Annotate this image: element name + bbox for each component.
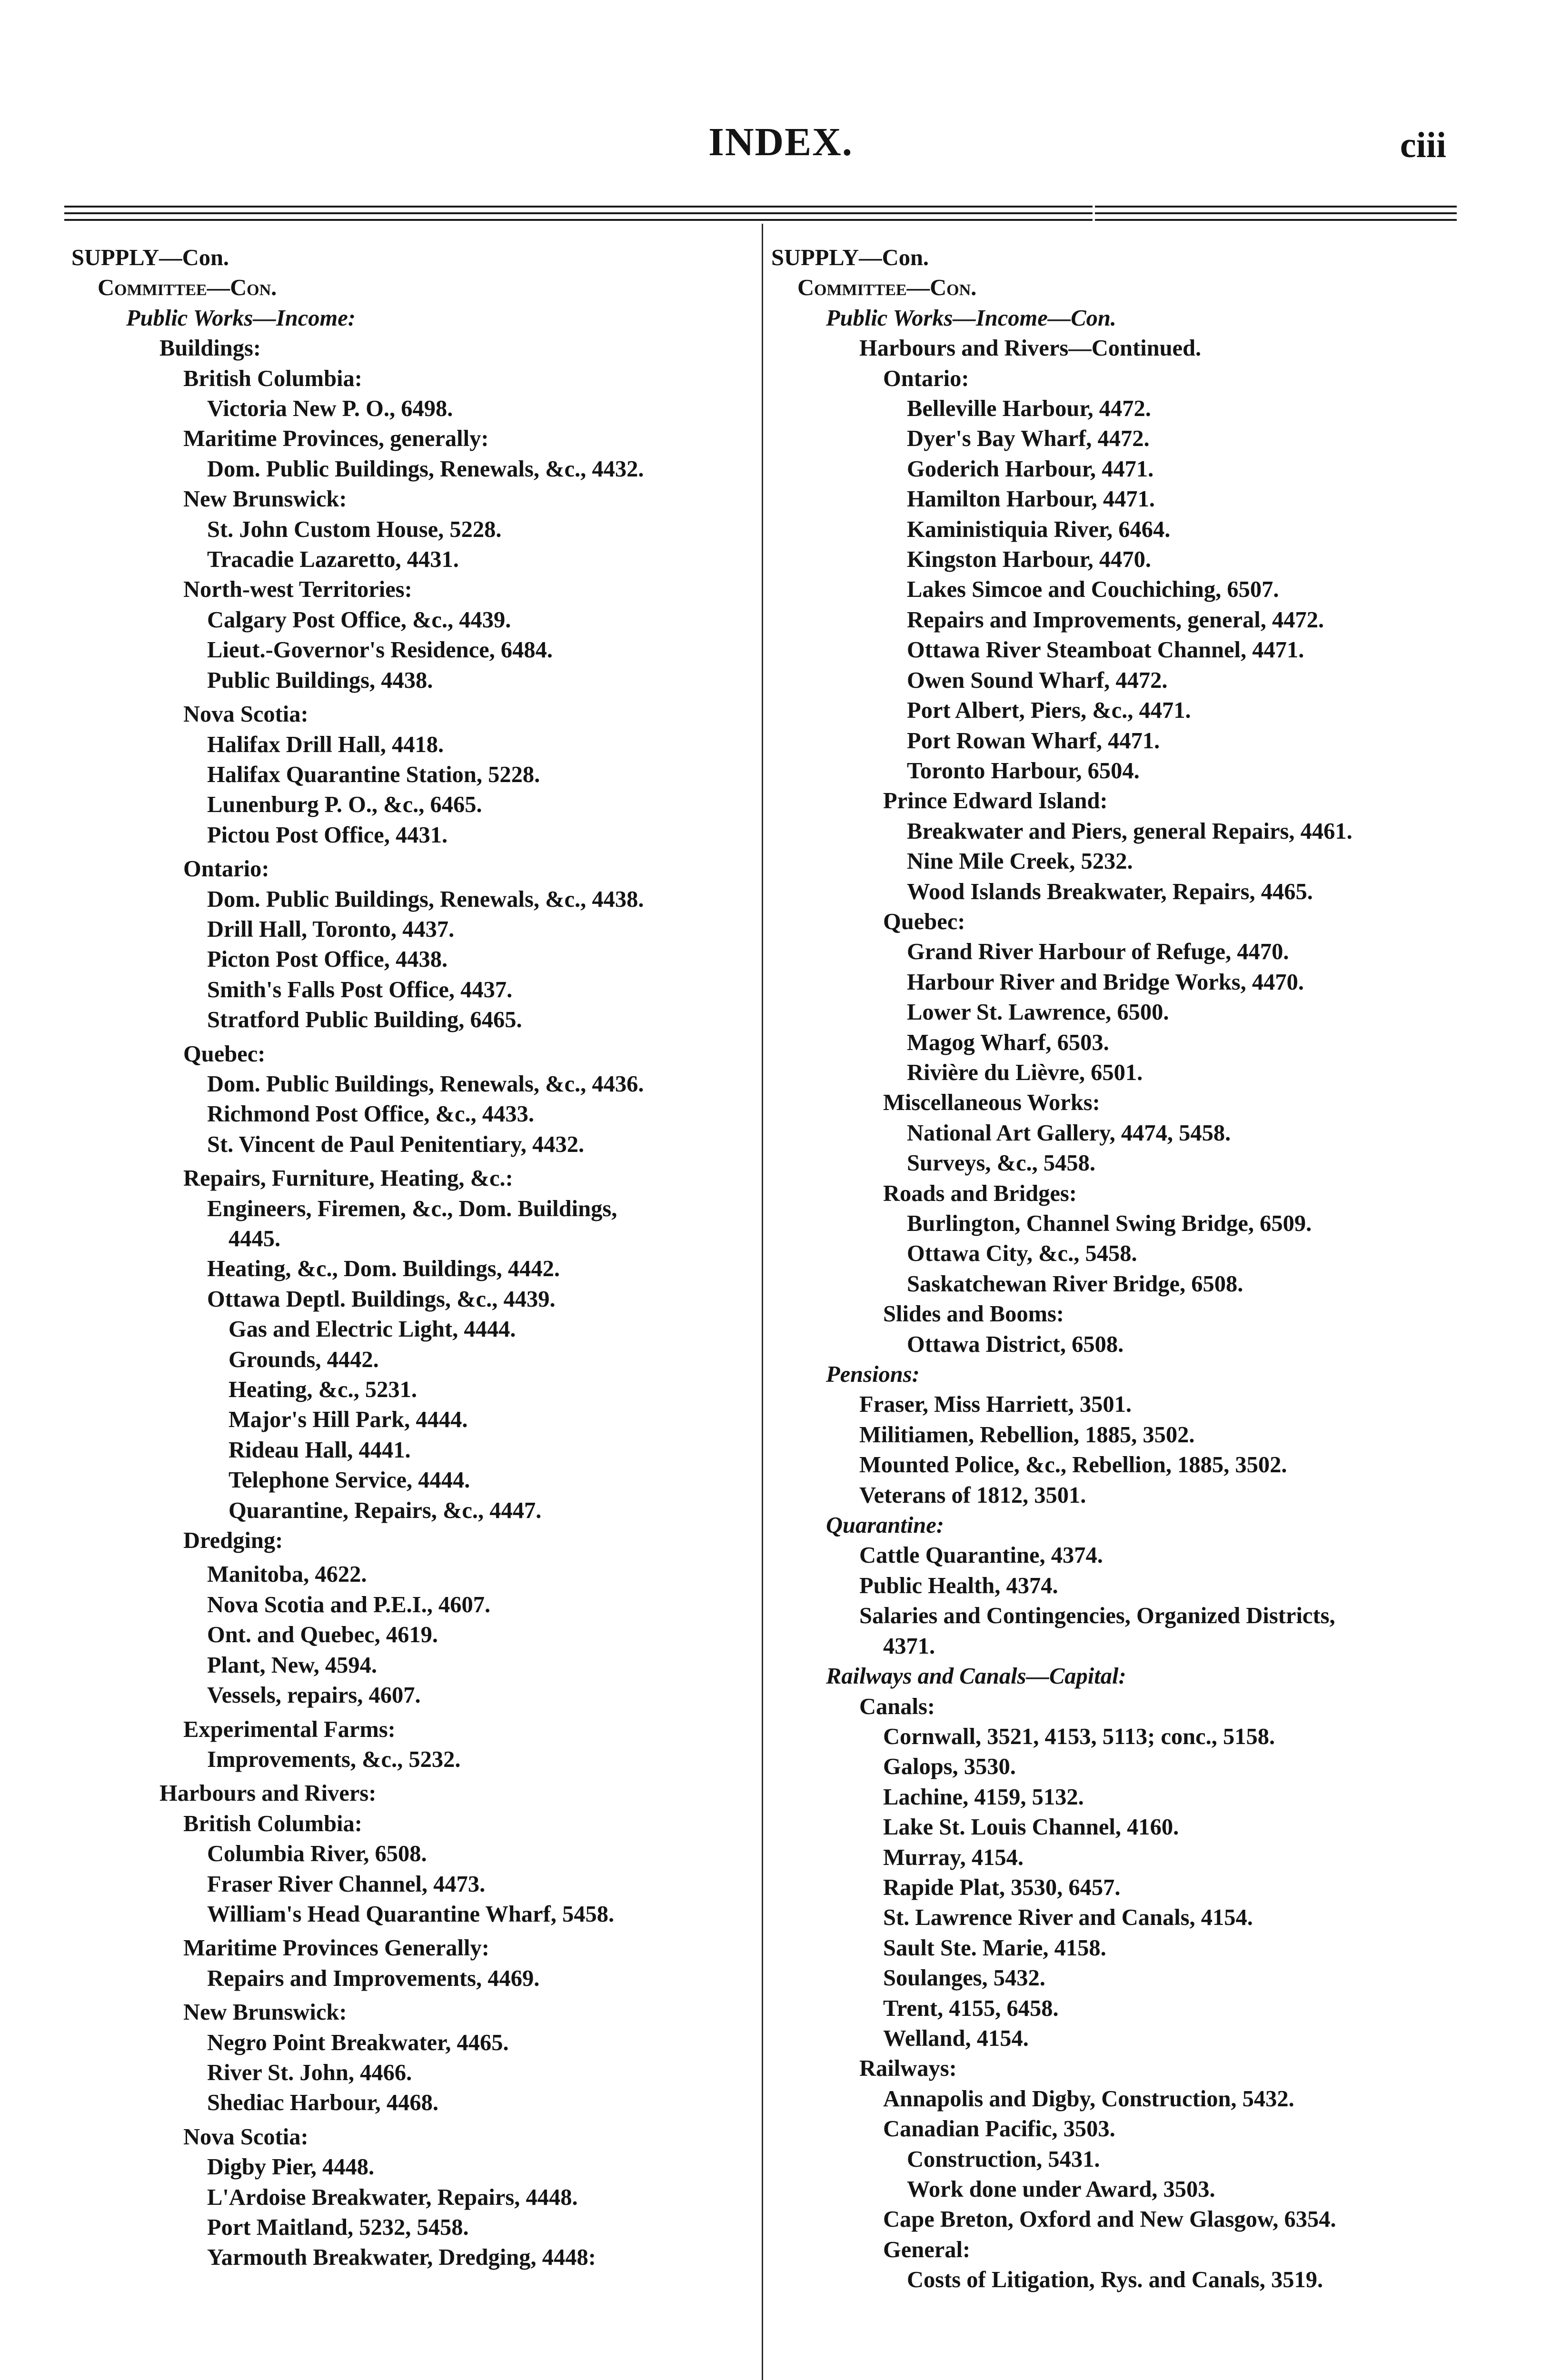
index-entry: Plant, New, 4594. [207, 1652, 378, 1678]
index-entry: Port Albert, Piers, &c., 4471. [907, 698, 1191, 724]
index-entry: Improvements, &c., 5232. [207, 1746, 461, 1772]
index-entry: Yarmouth Breakwater, Dredging, 4448: [207, 2245, 596, 2271]
index-entry: Welland, 4154. [883, 2025, 1029, 2051]
index-entry: Port Maitland, 5232, 5458. [207, 2215, 469, 2240]
index-entry: Cape Breton, Oxford and New Glasgow, 6354. [883, 2207, 1336, 2232]
index-entry: Experimental Farms: [183, 1716, 396, 1742]
index-entry: Wood Islands Breakwater, Repairs, 4465. [907, 879, 1313, 904]
index-entry: Pensions: [826, 1362, 920, 1388]
index-entry: New Brunswick: [183, 2000, 347, 2025]
page-header [0, 0, 1551, 190]
index-entry: Kaministiquia River, 6464. [907, 516, 1171, 542]
index-entry: Quebec: [183, 1041, 266, 1067]
index-entry: British Columbia: [183, 1811, 362, 1836]
index-entry: Gas and Electric Light, 4444. [229, 1317, 516, 1342]
index-entry: Major's Hill Park, 4444. [229, 1407, 468, 1433]
index-entry: Maritime Provinces, generally: [183, 426, 489, 452]
index-entry: Shediac Harbour, 4468. [207, 2090, 438, 2116]
index-entry: Nova Scotia and P.E.I., 4607. [207, 1592, 491, 1617]
index-entry: Rapide Plat, 3530, 6457. [883, 1874, 1121, 1900]
index-entry: Negro Point Breakwater, 4465. [207, 2030, 509, 2055]
index-entry: L'Ardoise Breakwater, Repairs, 4448. [207, 2184, 578, 2210]
index-entry: Canals: [859, 1694, 935, 1719]
index-entry: Magog Wharf, 6503. [907, 1030, 1109, 1055]
index-entry: Halifax Drill Hall, 4418. [207, 732, 444, 757]
index-entry: Richmond Post Office, &c., 4433. [207, 1101, 534, 1127]
index-entry: Salaries and Contingencies, Organized Districts, [859, 1603, 1335, 1629]
index-entry: Columbia River, 6508. [207, 1841, 427, 1867]
index-entry: River St. John, 4466. [207, 2060, 412, 2085]
index-entry: 4371. [883, 1633, 935, 1659]
index-entry: Dyer's Bay Wharf, 4472. [907, 426, 1150, 452]
index-entry: Galops, 3530. [883, 1754, 1016, 1780]
index-entry: Sault Ste. Marie, 4158. [883, 1935, 1106, 1961]
left-index-column [71, 243, 757, 2273]
index-entry: Committee—Con. [98, 275, 277, 301]
index-entry: Vessels, repairs, 4607. [207, 1683, 421, 1708]
index-entry: St. Vincent de Paul Penitentiary, 4432. [207, 1131, 585, 1157]
index-entry: Nova Scotia: [183, 2124, 308, 2150]
index-entry: Railways and Canals—Capital: [826, 1664, 1126, 1689]
index-entry: Public Buildings, 4438. [207, 667, 433, 693]
index-entry: Cornwall, 3521, 4153, 5113; conc., 5158. [883, 1724, 1275, 1749]
index-entry: Dom. Public Buildings, Renewals, &c., 4438. [207, 886, 644, 912]
index-entry: Roads and Bridges: [883, 1180, 1077, 1206]
index-entry: Quarantine: [826, 1513, 944, 1538]
index-entry: Harbours and Rivers: [159, 1781, 377, 1806]
index-entry: Miscellaneous Works: [883, 1090, 1100, 1116]
index-entry: SUPPLY—Con. [771, 245, 929, 270]
page-title: INDEX. [708, 120, 853, 164]
index-entry: Quebec: [883, 909, 965, 934]
index-entry: Ottawa District, 6508. [907, 1331, 1124, 1357]
index-entry: Rideau Hall, 4441. [229, 1437, 411, 1463]
index-entry: Heating, &c., Dom. Buildings, 4442. [207, 1256, 560, 1282]
index-entry: Public Works—Income—Con. [826, 305, 1116, 331]
index-entry: Ont. and Quebec, 4619. [207, 1622, 438, 1648]
header-rule-right-middle [1095, 212, 1457, 214]
index-entry: Murray, 4154. [883, 1844, 1024, 1870]
index-entry: Nine Mile Creek, 5232. [907, 849, 1133, 874]
index-entry: Digby Pier, 4448. [207, 2154, 375, 2180]
index-entry: Harbours and Rivers—Continued. [859, 336, 1202, 361]
index-entry: Lunenburg P. O., &c., 6465. [207, 792, 482, 818]
index-entry: Ontario: [183, 856, 269, 882]
index-entry: Engineers, Firemen, &c., Dom. Buildings, [207, 1196, 617, 1221]
index-entry: Grounds, 4442. [229, 1347, 379, 1372]
index-entry: SUPPLY—Con. [71, 245, 229, 270]
index-entry: Victoria New P. O., 6498. [207, 396, 453, 422]
index-entry: Owen Sound Wharf, 4472. [907, 667, 1168, 693]
header-rule-top [64, 206, 1093, 208]
index-entry: Ottawa Deptl. Buildings, &c., 4439. [207, 1286, 556, 1312]
index-entry: Repairs, Furniture, Heating, &c.: [183, 1166, 513, 1191]
index-entry: Dredging: [183, 1528, 283, 1554]
page-number: ciii [1400, 125, 1446, 165]
index-entry: Burlington, Channel Swing Bridge, 6509. [907, 1211, 1312, 1236]
index-entry: Goderich Harbour, 4471. [907, 456, 1154, 482]
index-entry: Public Works—Income: [126, 305, 356, 331]
index-entry: General: [883, 2237, 971, 2262]
index-entry: Railways: [859, 2056, 957, 2082]
index-entry: Militiamen, Rebellion, 1885, 3502. [859, 1422, 1195, 1448]
index-entry: Ontario: [883, 366, 969, 391]
index-entry: St. Lawrence River and Canals, 4154. [883, 1905, 1253, 1931]
index-entry: Lieut.-Governor's Residence, 6484. [207, 637, 553, 663]
index-entry: Toronto Harbour, 6504. [907, 758, 1140, 783]
index-entry: Heating, &c., 5231. [229, 1377, 418, 1403]
column-divider [762, 224, 763, 2380]
index-entry: Calgary Post Office, &c., 4439. [207, 607, 511, 633]
index-entry: Picton Post Office, 4438. [207, 947, 448, 972]
index-entry: New Brunswick: [183, 486, 347, 512]
index-entry: Fraser, Miss Harriett, 3501. [859, 1392, 1132, 1418]
index-entry: Canadian Pacific, 3503. [883, 2116, 1115, 2142]
index-entry: Fraser River Channel, 4473. [207, 1871, 486, 1897]
index-entry: Smith's Falls Post Office, 4437. [207, 977, 513, 1002]
index-entry: Pictou Post Office, 4431. [207, 822, 448, 848]
index-entry: North-west Territories: [183, 577, 412, 603]
index-entry: Halifax Quarantine Station, 5228. [207, 762, 540, 787]
index-entry: Belleville Harbour, 4472. [907, 396, 1151, 422]
index-entry: Quarantine, Repairs, &c., 4447. [229, 1497, 542, 1523]
index-entry: Manitoba, 4622. [207, 1562, 367, 1587]
index-entry: Lake St. Louis Channel, 4160. [883, 1815, 1179, 1840]
index-entry: Veterans of 1812, 3501. [859, 1482, 1086, 1508]
index-entry: Nova Scotia: [183, 702, 308, 727]
index-entry: 4445. [229, 1226, 281, 1251]
index-entry: Ottawa City, &c., 5458. [907, 1241, 1137, 1267]
header-rule-right-top [1095, 206, 1457, 208]
index-entry: Port Rowan Wharf, 4471. [907, 728, 1160, 754]
index-entry: Surveys, &c., 5458. [907, 1150, 1096, 1176]
index-entry: Work done under Award, 3503. [907, 2177, 1215, 2202]
index-entry: Kingston Harbour, 4470. [907, 547, 1151, 573]
index-entry: Prince Edward Island: [883, 788, 1108, 814]
index-entry: Mounted Police, &c., Rebellion, 1885, 3502. [859, 1452, 1287, 1478]
index-entry: Buildings: [159, 336, 261, 361]
index-entry: Soulanges, 5432. [883, 1965, 1045, 1991]
index-entry: Rivière du Lièvre, 6501. [907, 1060, 1143, 1085]
index-entry: Committee—Con. [797, 275, 977, 301]
index-entry: National Art Gallery, 4474, 5458. [907, 1120, 1231, 1146]
index-entry: William's Head Quarantine Wharf, 5458. [207, 1901, 615, 1927]
index-entry: Telephone Service, 4444. [229, 1468, 470, 1493]
index-entry: British Columbia: [183, 366, 362, 391]
index-entry: Dom. Public Buildings, Renewals, &c., 4436. [207, 1071, 644, 1097]
index-entry: Cattle Quarantine, 4374. [859, 1543, 1103, 1568]
index-entry: Repairs and Improvements, 4469. [207, 1965, 540, 1991]
index-entry: Saskatchewan River Bridge, 6508. [907, 1271, 1243, 1297]
index-entry: Trent, 4155, 6458. [883, 1995, 1059, 2021]
index-entry: Costs of Litigation, Rys. and Canals, 3519. [907, 2267, 1323, 2293]
index-entry: Annapolis and Digby, Construction, 5432. [883, 2086, 1294, 2112]
index-entry: Hamilton Harbour, 4471. [907, 486, 1155, 512]
index-entry: Maritime Provinces Generally: [183, 1935, 489, 1961]
header-rule-middle [64, 212, 1093, 214]
index-entry: Slides and Booms: [883, 1301, 1064, 1327]
index-entry: Drill Hall, Toronto, 4437. [207, 916, 455, 942]
index-entry: Ottawa River Steamboat Channel, 4471. [907, 637, 1304, 663]
right-index-column [771, 243, 1476, 2295]
index-entry: Public Health, 4374. [859, 1573, 1058, 1598]
index-entry: St. John Custom House, 5228. [207, 516, 502, 542]
header-rule-right-bottom [1095, 219, 1457, 221]
index-entry: Construction, 5431. [907, 2146, 1100, 2172]
index-entry: Harbour River and Bridge Works, 4470. [907, 969, 1304, 995]
index-entry: Lower St. Lawrence, 6500. [907, 1000, 1169, 1025]
index-entry: Lakes Simcoe and Couchiching, 6507. [907, 577, 1279, 603]
index-entry: Stratford Public Building, 6465. [207, 1007, 522, 1033]
index-entry: Breakwater and Piers, general Repairs, 4461. [907, 818, 1352, 844]
index-entry: Repairs and Improvements, general, 4472. [907, 607, 1324, 633]
index-entry: Grand River Harbour of Refuge, 4470. [907, 939, 1289, 965]
index-entry: Tracadie Lazaretto, 4431. [207, 547, 459, 573]
header-rule-bottom [64, 219, 1093, 221]
index-entry: Lachine, 4159, 5132. [883, 1784, 1084, 1810]
index-entry: Dom. Public Buildings, Renewals, &c., 4432. [207, 456, 644, 482]
